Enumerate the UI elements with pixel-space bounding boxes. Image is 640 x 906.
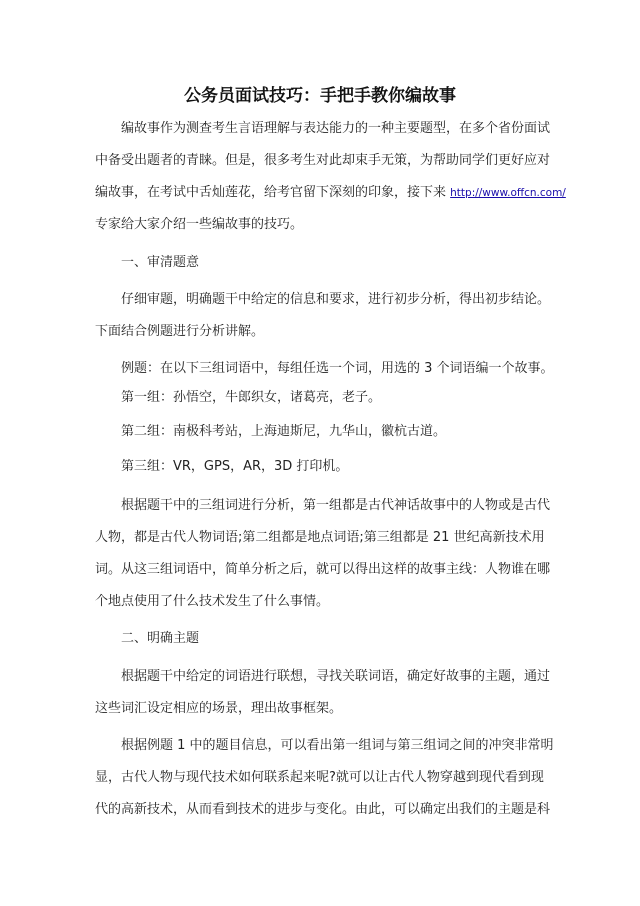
group-two: 第二组：南极科考站，上海迪斯尼，九华山，徽杭古道。 (121, 424, 447, 439)
document-title: 公务员面试技巧：手把手教你编故事 (184, 86, 456, 106)
paragraph-line: 下面结合例题进行分析讲解。 (95, 324, 265, 339)
intro-line: 中备受出题者的青睐。但是，很多考生对此却束手无策，为帮助同学们更好应对 (95, 153, 551, 168)
paragraph-line: 代的高新技术，从而看到技术的进步与变化。由此，可以确定出我们的主题是科 (95, 802, 551, 817)
section-heading: 二、明确主题 (121, 631, 200, 646)
paragraph-line: 根据题干中的三组词进行分析，第一组都是古代神话故事中的人物或是古代 (121, 498, 551, 513)
group-one: 第一组：孙悟空，牛郎织女，诸葛亮，老子。 (121, 390, 382, 405)
paragraph-line: 根据题干中给定的词语进行联想，寻找关联词语，确定好故事的主题，通过 (121, 669, 551, 684)
paragraph-line: 这些词汇设定相应的场景，理出故事框架。 (95, 701, 343, 716)
paragraph-line: 人物，都是古代人物词语;第二组都是地点词语;第三组都是 21 世纪高新技术用 (95, 530, 545, 545)
intro-text: 编故事，在考试中舌灿莲花，给考官留下深刻的印象，接下来 (95, 185, 451, 200)
group-three: 第三组：VR，GPS，AR，3D 打印机。 (121, 459, 349, 474)
intro-line-with-link (95, 182, 566, 204)
intro-line: 编故事作为测查考生言语理解与表达能力的一种主要题型，在多个省份面试 (121, 121, 551, 136)
paragraph-line: 个地点使用了什么技术发生了什么事情。 (95, 594, 330, 609)
paragraph-line: 根据例题 1 中的题目信息，可以看出第一组词与第三组词之间的冲突非常明 (121, 738, 554, 753)
paragraph-line: 词。从这三组词语中，简单分析之后，就可以得出这样的故事主线：人物谁在哪 (95, 562, 551, 577)
intro-line: 专家给大家介绍一些编故事的技巧。 (95, 217, 304, 232)
offcn-link[interactable]: http://www.offcn.com/ (450, 187, 566, 199)
paragraph-line: 显，古代人物与现代技术如何联系起来呢?就可以让古代人物穿越到现代看到现 (95, 770, 544, 785)
example-question: 例题：在以下三组词语中，每组任选一个词，用选的 3 个词语编一个故事。 (121, 361, 554, 376)
paragraph-line: 仔细审题，明确题干中给定的信息和要求，进行初步分析，得出初步结论。 (121, 292, 551, 307)
section-heading: 一、审清题意 (121, 255, 200, 270)
